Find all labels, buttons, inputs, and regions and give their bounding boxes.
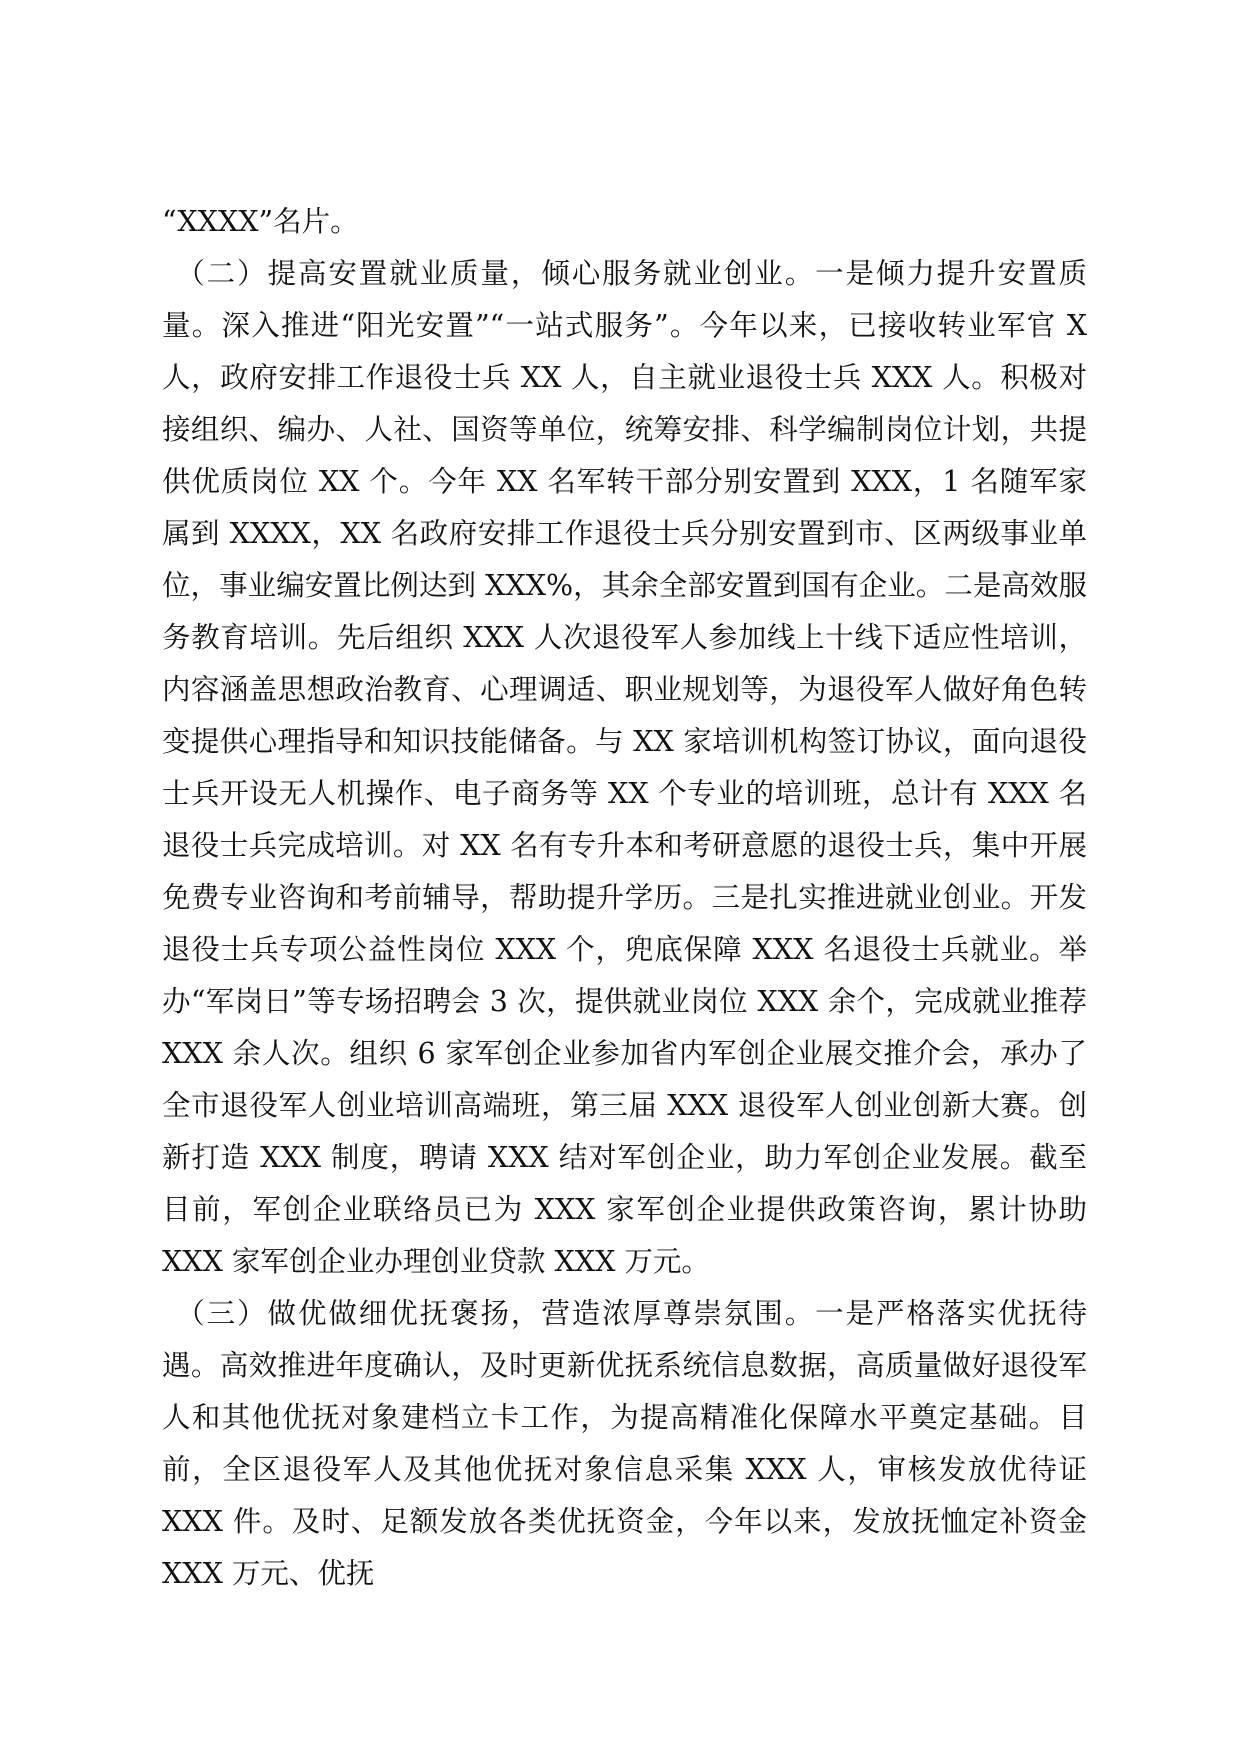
paragraph-continuation: “XXXX”名片。: [162, 205, 359, 238]
paragraph-preferential-care: （三）做优做细优抚褒扬，营造浓厚尊崇氛围。一是严格落实优抚待遇。高效推进年度确认，及时更新优抚系统信息数据，高质量做好退役军人和其他优抚对象建档立卡工作，为提高精准化保障水平奠定基础。目前，全区退役军人及其他优抚对象信息采集 XXX 人，审核发放优待证 XXX 件。及时、足额发放各类优抚资金，今年以来，发放抚恤定补资金 XXX 万元、优抚: [162, 1297, 1087, 1590]
document-body: [162, 196, 1087, 1600]
paragraph-employment: （二）提高安置就业质量，倾心服务就业创业。一是倾力提升安置质量。深入推进“阳光安置”“一站式服务”。今年以来，已接收转业军官 X 人，政府安排工作退役士兵 XX 人，自主就业退役士兵 XXX 人。积极对接组织、编办、人社、国资等单位，统筹安排、科学编制岗位计划，共提供优质岗位 XX 个。今年 XX 名军转干部分别安置到 XXX，1 名随军家属到 XXXX，XX 名政府安排工作退役士兵分别安置到市、区两级事业单位，事业编安置比例达到 XXX%，其余全部安置到国有企业。二是高效服务教育培训。先后组织 XXX 人次退役军人参加线上十线下适应性培训，内容涵盖思想政治教育、心理调适、职业规划等，为退役军人做好角色转变提供心理指导和知识技能储备。与 XX 家培训机构签订协议，面向退役士兵开设无人机操作、电子商务等 XX 个专业的培训班，总计有 XXX 名退役士兵完成培训。对 XX 名有专升本和考研意愿的退役士兵，集中开展免费专业咨询和考前辅导，帮助提升学历。三是扎实推进就业创业。开发退役士兵专项公益性岗位 XXX 个，兜底保障 XXX 名退役士兵就业。举办“军岗日”等专场招聘会 3 次，提供就业岗位 XXX 余个，完成就业推荐 XXX 余人次。组织 6 家军创企业参加省内军创企业展交推介会，承办了全市退役军人创业培训高端班，第三届 XXX 退役军人创业创新大赛。创新打造 XXX 制度，聘请 XXX 结对军创企业，助力军创企业发展。截至目前，军创企业联络员已为 XXX 家军创企业提供政策咨询，累计协助 XXX 家军创企业办理创业贷款 XXX 万元。: [162, 257, 1087, 1278]
